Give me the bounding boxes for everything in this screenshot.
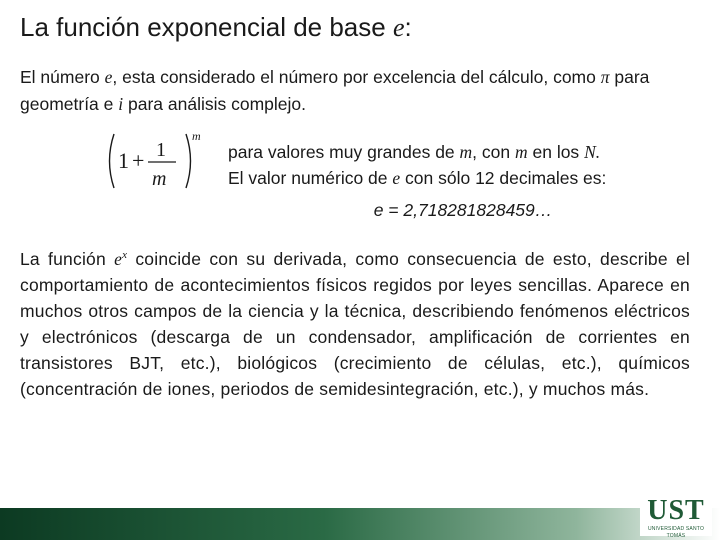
body-var-e: e: [114, 248, 123, 269]
right-paren: [186, 134, 191, 188]
title-variable-e: e: [392, 13, 405, 42]
title-colon: :: [404, 12, 412, 42]
note-var-n: N.: [584, 142, 601, 162]
note-var-m1: m: [459, 142, 473, 162]
formula-numerator: 1: [156, 139, 166, 161]
intro-var-pi: π: [600, 67, 610, 87]
logo-subtitle: UNIVERSIDAD SANTO TOMÁS: [647, 526, 705, 539]
note-var-e: e: [392, 168, 401, 188]
e-value: e = 2,718281828459…: [373, 200, 553, 220]
intro-text-1: El número: [20, 67, 105, 87]
ust-logo: [640, 495, 712, 539]
note-text-5: con sólo 12 decimales es:: [400, 168, 607, 188]
slide-title: [20, 12, 412, 43]
intro-text-3: para geometría e: [20, 67, 650, 114]
formula-note: [228, 139, 698, 191]
body-var-x: x: [122, 249, 128, 261]
footer-band: [0, 508, 720, 540]
body-paragraph: [20, 242, 690, 402]
left-paren: [110, 134, 115, 188]
intro-var-i: i: [118, 94, 124, 114]
title-text: La función exponencial de base: [20, 12, 386, 42]
logo-mark: UST: [647, 495, 705, 526]
note-text-3: en los: [527, 142, 585, 162]
body-text-1: La función: [20, 248, 115, 269]
limit-formula: [104, 128, 216, 194]
formula-one: 1: [118, 148, 129, 173]
intro-text-4: para análisis complejo.: [123, 94, 306, 114]
formula-exponent: m: [192, 129, 201, 143]
formula-denominator: m: [152, 168, 167, 190]
note-line-2: [228, 165, 698, 191]
formula-svg: [104, 128, 216, 194]
formula-plus: +: [132, 148, 145, 173]
note-var-m2: m: [514, 142, 528, 162]
note-text-2: , con: [472, 142, 515, 162]
intro-paragraph: [20, 64, 700, 118]
body-text-2: coincide con su derivada, como consecuencia de esto, describe el comportamiento de acontecimientos físicos regidos por leyes sencillas. Aparece en muchos otros campos de la ciencia y la técnica, describiendo fenómenos eléctricos y electrónicos (descarga de un condensador, amplificación de corrientes en transistores BJT, etc.), biológicos (crecimiento de células, etc.), químicos (concentración de iones, periodos de semidesintegración, etc.), y muchos más.: [20, 248, 690, 399]
note-text-1: para valores muy grandes de: [228, 142, 460, 162]
intro-var-e: e: [104, 67, 113, 87]
note-line-1: [228, 139, 698, 165]
note-text-4: El valor numérico de: [228, 168, 393, 188]
intro-text-2: , esta considerado el número por excelencia del cálculo, como: [112, 67, 601, 87]
